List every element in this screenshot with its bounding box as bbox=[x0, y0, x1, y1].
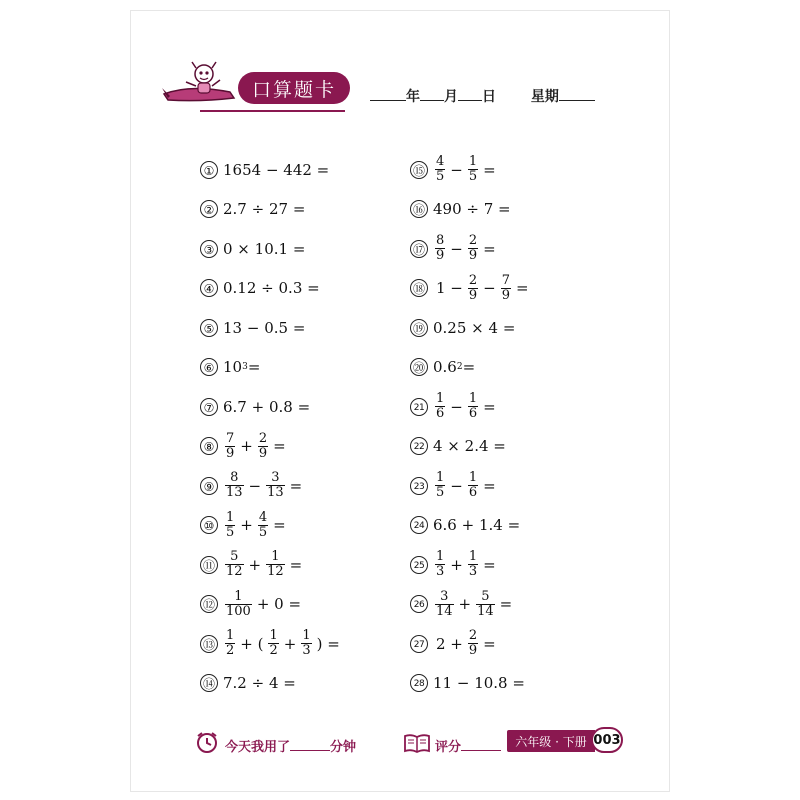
numerator: 2 bbox=[468, 233, 478, 249]
problem-row bbox=[200, 269, 400, 309]
denominator: 6 bbox=[468, 406, 478, 422]
problem-number: ⑳ bbox=[410, 358, 428, 376]
expression-text: 7.2 ÷ 4 = bbox=[223, 674, 296, 693]
denominator: 12 bbox=[226, 564, 243, 580]
problem-row bbox=[410, 190, 610, 230]
problem-number: ⑮ bbox=[410, 161, 428, 179]
problem-expression bbox=[223, 550, 305, 579]
problem-row bbox=[410, 348, 610, 388]
expression-text: 11 − 10.8 = bbox=[433, 674, 525, 693]
problem-expression bbox=[433, 274, 532, 303]
problem-row bbox=[200, 150, 400, 190]
expression-text: = bbox=[483, 160, 496, 179]
problem-row bbox=[410, 229, 610, 269]
fraction bbox=[468, 155, 478, 184]
problem-number: ② bbox=[200, 200, 218, 218]
footer bbox=[195, 728, 625, 758]
score-blank[interactable] bbox=[461, 738, 501, 751]
fraction bbox=[501, 274, 511, 303]
fraction bbox=[435, 471, 445, 500]
expression-text: = bbox=[499, 595, 513, 614]
numerator: 5 bbox=[481, 588, 490, 604]
title-underline bbox=[200, 110, 345, 112]
fraction bbox=[225, 550, 244, 579]
denominator: 5 bbox=[258, 524, 268, 540]
operator: + ( bbox=[240, 634, 264, 653]
problem-expression bbox=[433, 516, 520, 534]
problem-row bbox=[410, 585, 610, 625]
problem-row bbox=[200, 545, 400, 585]
denominator: 3 bbox=[468, 564, 478, 580]
numerator: 1 bbox=[468, 470, 478, 486]
month-label: 月 bbox=[444, 89, 458, 105]
month-blank[interactable] bbox=[420, 88, 444, 101]
problem-expression bbox=[223, 358, 260, 376]
problem-number: 23 bbox=[410, 477, 428, 495]
numerator: 1 bbox=[226, 509, 235, 525]
problem-row bbox=[410, 506, 610, 546]
expression-text: 2.7 ÷ 27 = bbox=[223, 200, 306, 219]
problem-expression bbox=[433, 200, 511, 218]
problem-expression bbox=[433, 550, 499, 579]
problem-row bbox=[200, 624, 400, 664]
problems-left-column bbox=[200, 150, 400, 703]
problem-row bbox=[200, 466, 400, 506]
page-title: 口算题卡 bbox=[238, 72, 350, 104]
score-label: 评分 bbox=[435, 740, 462, 755]
day-label: 日 bbox=[482, 89, 496, 105]
problem-expression bbox=[433, 234, 499, 263]
problem-expression bbox=[433, 319, 515, 337]
equals-sign: = bbox=[462, 358, 476, 377]
denominator: 14 bbox=[477, 603, 494, 619]
problem-number: ⑥ bbox=[200, 358, 218, 376]
numerator: 7 bbox=[226, 430, 235, 446]
fraction bbox=[435, 234, 445, 263]
numerator: 5 bbox=[230, 549, 239, 565]
numerator: 1 bbox=[436, 470, 445, 486]
expression-text: 2 + bbox=[436, 634, 463, 653]
fraction bbox=[468, 392, 478, 421]
problem-expression bbox=[433, 629, 499, 658]
expression-text: 4 × 2.4 = bbox=[433, 437, 506, 456]
denominator: 100 bbox=[226, 603, 251, 619]
problem-number: ⑪ bbox=[200, 556, 218, 574]
problem-number: ⑩ bbox=[200, 516, 218, 534]
expression-text: 0.12 ÷ 0.3 = bbox=[223, 279, 320, 298]
fraction bbox=[301, 629, 311, 658]
time-suffix: 分钟 bbox=[330, 740, 357, 755]
numerator: 1 bbox=[234, 588, 243, 604]
denominator: 2 bbox=[226, 643, 235, 659]
fraction bbox=[268, 629, 278, 658]
fraction bbox=[468, 274, 478, 303]
problem-row bbox=[200, 387, 400, 427]
expression-text: 13 − 0.5 = bbox=[223, 318, 306, 337]
time-used bbox=[225, 736, 356, 755]
problem-number: ⑨ bbox=[200, 477, 218, 495]
problems-right-column bbox=[410, 150, 610, 703]
fraction bbox=[225, 432, 235, 461]
weekday-label: 星期 bbox=[530, 89, 559, 105]
header bbox=[160, 58, 620, 118]
problem-number: 28 bbox=[410, 674, 428, 692]
problem-row bbox=[410, 150, 610, 190]
weekday-blank[interactable] bbox=[559, 88, 595, 101]
problem-row bbox=[410, 466, 610, 506]
expression-text: = bbox=[483, 476, 496, 495]
numerator: 1 bbox=[302, 628, 311, 644]
operator: − bbox=[248, 476, 262, 495]
problem-expression bbox=[223, 629, 343, 658]
numerator: 1 bbox=[269, 628, 278, 644]
problem-number: ⑯ bbox=[410, 200, 428, 218]
problem-row bbox=[200, 506, 400, 546]
denominator: 6 bbox=[468, 485, 478, 501]
expression-text: 490 ÷ 7 = bbox=[433, 200, 511, 219]
problem-number: 24 bbox=[410, 516, 428, 534]
denominator: 9 bbox=[468, 248, 478, 264]
numerator: 1 bbox=[468, 549, 478, 565]
denominator: 12 bbox=[267, 564, 284, 580]
expression-text: = bbox=[289, 476, 303, 495]
year-blank[interactable] bbox=[370, 88, 406, 101]
operator: − bbox=[450, 476, 463, 495]
open-book-icon bbox=[403, 732, 431, 754]
problem-row bbox=[200, 427, 400, 467]
problem-number: 22 bbox=[410, 437, 428, 455]
numerator: 1 bbox=[468, 391, 478, 407]
problem-expression bbox=[223, 674, 296, 692]
fraction bbox=[476, 590, 495, 619]
equals-sign: = bbox=[247, 358, 261, 377]
problem-row bbox=[410, 664, 610, 704]
expression-text: 1654 − 442 = bbox=[223, 160, 330, 179]
problem-expression bbox=[223, 161, 329, 179]
fraction bbox=[225, 590, 252, 619]
problem-row bbox=[410, 387, 610, 427]
operator: + bbox=[450, 555, 463, 574]
denominator: 5 bbox=[226, 524, 235, 540]
denominator: 14 bbox=[436, 603, 453, 619]
expression-text: = bbox=[289, 555, 303, 574]
denominator: 3 bbox=[302, 643, 311, 659]
denominator: 9 bbox=[501, 287, 511, 303]
denominator: 3 bbox=[436, 564, 445, 580]
problem-expression bbox=[433, 155, 499, 184]
problem-number: ⑬ bbox=[200, 635, 218, 653]
operator: + bbox=[240, 437, 253, 456]
problem-row bbox=[200, 190, 400, 230]
fraction bbox=[225, 471, 244, 500]
problem-expression bbox=[223, 200, 305, 218]
denominator: 9 bbox=[468, 643, 478, 659]
problem-number: ⑲ bbox=[410, 319, 428, 337]
numerator: 1 bbox=[271, 549, 280, 565]
expression-text: = bbox=[273, 516, 286, 535]
problem-expression bbox=[223, 319, 305, 337]
problem-number: 25 bbox=[410, 556, 428, 574]
problem-number: ① bbox=[200, 161, 218, 179]
fraction bbox=[258, 432, 268, 461]
problem-row bbox=[200, 664, 400, 704]
numerator: 3 bbox=[271, 470, 280, 486]
problem-expression bbox=[433, 392, 499, 421]
expression-text: = bbox=[483, 397, 496, 416]
expression-text: 1 − bbox=[436, 279, 463, 298]
problem-expression bbox=[433, 674, 525, 692]
grade-badge: 六年级 · 下册 bbox=[507, 730, 595, 752]
problem-number: ③ bbox=[200, 240, 218, 258]
problem-row bbox=[200, 585, 400, 625]
fraction bbox=[435, 392, 445, 421]
fraction bbox=[435, 590, 454, 619]
problem-expression bbox=[433, 590, 515, 619]
power-base: 0.6 bbox=[433, 358, 457, 377]
numerator: 1 bbox=[436, 549, 445, 565]
numerator: 1 bbox=[226, 628, 235, 644]
operator: + bbox=[283, 634, 297, 653]
problem-expression bbox=[433, 471, 499, 500]
numerator: 2 bbox=[258, 430, 268, 446]
denominator: 9 bbox=[258, 445, 268, 461]
numerator: 4 bbox=[258, 509, 268, 525]
denominator: 13 bbox=[226, 485, 243, 501]
problem-expression bbox=[223, 432, 289, 461]
problem-expression bbox=[223, 398, 310, 416]
numerator: 4 bbox=[436, 154, 445, 170]
fraction bbox=[225, 511, 235, 540]
fraction bbox=[266, 550, 285, 579]
numerator: 8 bbox=[436, 233, 445, 249]
denominator: 5 bbox=[436, 485, 445, 501]
problem-expression bbox=[223, 511, 289, 540]
problem-expression bbox=[433, 437, 506, 455]
year-label: 年 bbox=[406, 89, 420, 105]
fraction bbox=[258, 511, 268, 540]
denominator: 13 bbox=[267, 485, 284, 501]
operator: − bbox=[450, 397, 463, 416]
denominator: 5 bbox=[436, 169, 445, 185]
problem-number: 26 bbox=[410, 595, 428, 613]
problem-row bbox=[200, 348, 400, 388]
problem-expression bbox=[433, 358, 475, 376]
problem-number: 27 bbox=[410, 635, 428, 653]
denominator: 9 bbox=[226, 445, 235, 461]
operator: − bbox=[450, 239, 463, 258]
expression-text: = bbox=[273, 437, 286, 456]
denominator: 5 bbox=[468, 169, 478, 185]
rocket-mascot-icon bbox=[160, 58, 240, 114]
problem-expression bbox=[223, 279, 320, 297]
problem-row bbox=[410, 269, 610, 309]
problem-row bbox=[410, 545, 610, 585]
problem-expression bbox=[223, 590, 304, 619]
expression-text: = bbox=[483, 555, 496, 574]
fraction bbox=[468, 234, 478, 263]
problem-number: ⑰ bbox=[410, 240, 428, 258]
expression-text: 6.6 + 1.4 = bbox=[433, 516, 521, 535]
operator: − bbox=[483, 279, 496, 298]
expression-text: = bbox=[483, 634, 496, 653]
denominator: 9 bbox=[436, 248, 445, 264]
page-number: 003 bbox=[591, 727, 623, 753]
expression-text: = bbox=[516, 279, 529, 298]
power-exponent: 2 bbox=[456, 362, 463, 373]
minutes-blank[interactable] bbox=[290, 738, 330, 751]
score bbox=[435, 736, 501, 755]
expression-text: + 0 = bbox=[256, 595, 302, 614]
fraction bbox=[468, 550, 478, 579]
expression-text: 6.7 + 0.8 = bbox=[223, 397, 311, 416]
numerator: 3 bbox=[440, 588, 449, 604]
fraction bbox=[435, 550, 445, 579]
date-fields bbox=[370, 86, 595, 106]
problem-row bbox=[410, 427, 610, 467]
problem-expression bbox=[223, 471, 305, 500]
fraction bbox=[468, 629, 478, 658]
power-exponent: 3 bbox=[242, 362, 248, 373]
problem-row bbox=[410, 624, 610, 664]
alarm-clock-icon bbox=[195, 730, 219, 754]
time-prefix: 今天我用了 bbox=[225, 740, 291, 755]
denominator: 9 bbox=[468, 287, 478, 303]
numerator: 2 bbox=[468, 628, 478, 644]
fraction bbox=[468, 471, 478, 500]
operator: − bbox=[450, 160, 463, 179]
expression-text: 0 × 10.1 = bbox=[223, 239, 306, 258]
numerator: 1 bbox=[436, 391, 445, 407]
fraction bbox=[435, 155, 445, 184]
problem-number: ⑧ bbox=[200, 437, 218, 455]
problem-number: ⑫ bbox=[200, 595, 218, 613]
problem-number: ⑦ bbox=[200, 398, 218, 416]
problem-number: ⑭ bbox=[200, 674, 218, 692]
problem-number: ④ bbox=[200, 279, 218, 297]
expression-text: 0.25 × 4 = bbox=[433, 318, 516, 337]
power-base: 10 bbox=[223, 358, 243, 377]
operator: + bbox=[248, 555, 262, 574]
problem-row bbox=[200, 229, 400, 269]
numerator: 2 bbox=[468, 272, 478, 288]
problem-number: ⑤ bbox=[200, 319, 218, 337]
day-blank[interactable] bbox=[458, 88, 482, 101]
operator: + bbox=[458, 595, 472, 614]
problem-number: ⑱ bbox=[410, 279, 428, 297]
problem-number: 21 bbox=[410, 398, 428, 416]
operator: + bbox=[240, 516, 253, 535]
problem-expression bbox=[223, 240, 305, 258]
expression-text: ) = bbox=[316, 634, 340, 653]
numerator: 1 bbox=[468, 154, 478, 170]
problem-row bbox=[410, 308, 610, 348]
problem-row bbox=[200, 308, 400, 348]
fraction bbox=[225, 629, 235, 658]
fraction bbox=[266, 471, 285, 500]
expression-text: = bbox=[483, 239, 496, 258]
denominator: 6 bbox=[436, 406, 445, 422]
numerator: 7 bbox=[501, 272, 511, 288]
numerator: 8 bbox=[230, 470, 239, 486]
denominator: 2 bbox=[269, 643, 278, 659]
